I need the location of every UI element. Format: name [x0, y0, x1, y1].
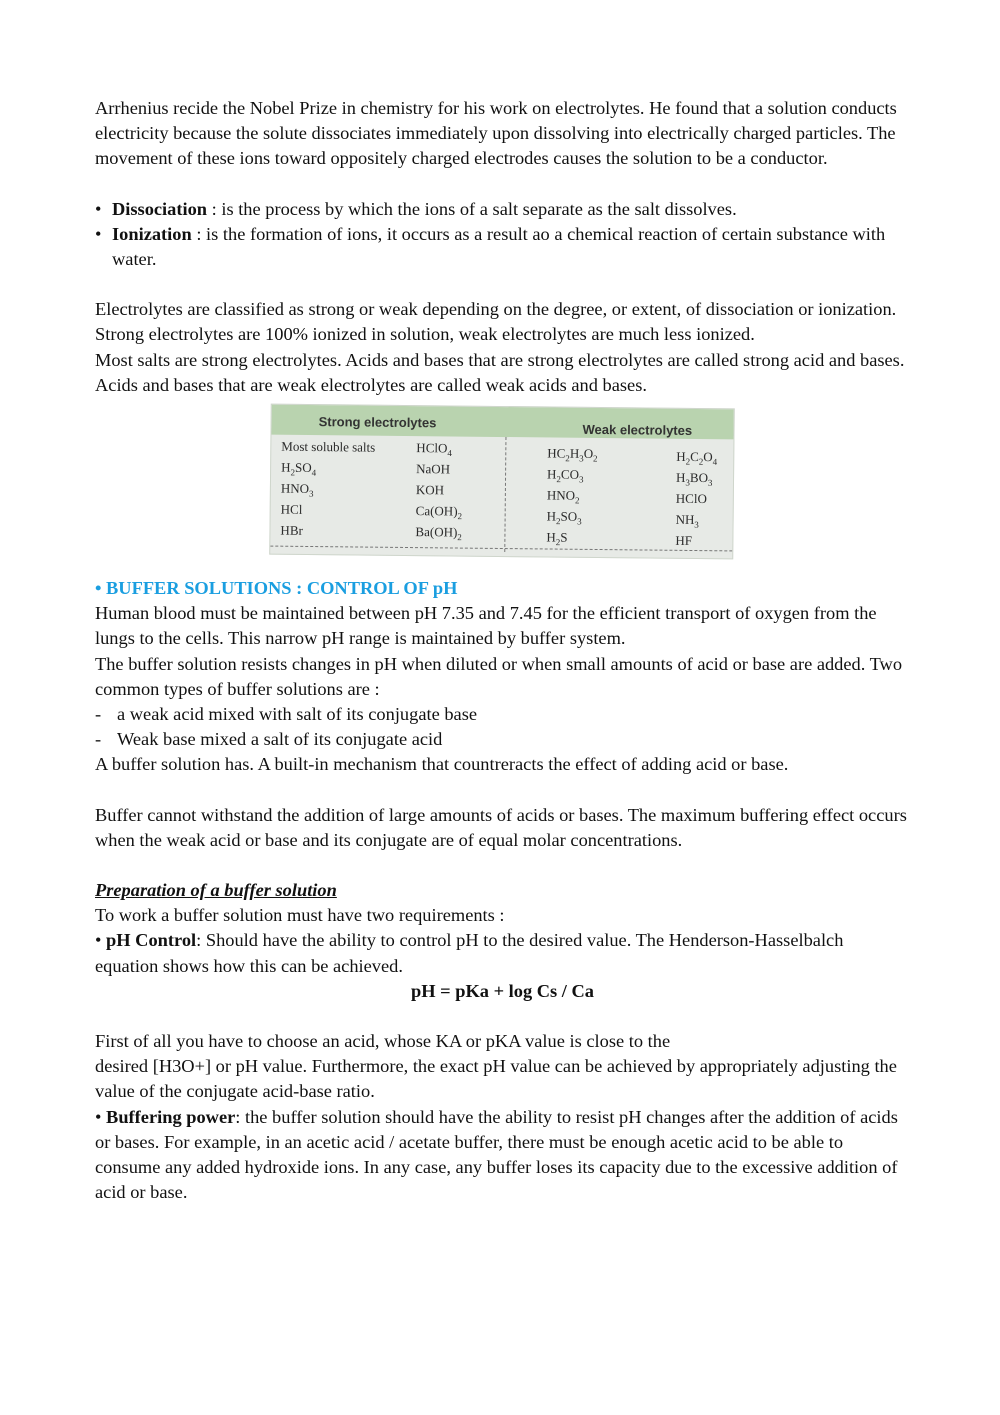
choose-acid-paragraph: desired [H3O+] or pH value. Furthermore, the exact pH value can be achieved by appropriately adjusting the value of the conjugate acid-base ratio. — [95, 1056, 897, 1102]
table-cell: KOH — [415, 482, 445, 498]
table-cell: $HNO_3$ — [280, 480, 314, 499]
table-cell: $HNO_2$ — [546, 487, 580, 506]
buffer-paragraph: A buffer solution has. A built-in mechanism that countreracts the effect of adding acid or base. — [95, 754, 789, 775]
table-cell: HClO — [675, 490, 707, 507]
electrolytes-table-image — [269, 404, 735, 560]
buffer-type-item: - a weak acid mixed with salt of its conjugate base — [95, 702, 910, 727]
table-cell: $H_2SO_3$ — [546, 508, 582, 527]
dash-marker: - — [95, 704, 102, 725]
table-cell: $H_2S$ — [546, 529, 568, 548]
table-cell: $Ba(OH)_2$ — [415, 524, 462, 543]
choose-acid-line: First of all you have to choose an acid, whose KA or pKA value is close to the — [95, 1031, 671, 1052]
classification-paragraph: Electrolytes are classified as strong or weak depending on the degree, or extent, of dissociation or ionization. — [95, 299, 897, 320]
table-cell: $HC_2H_3O_2$ — [547, 445, 598, 464]
definition-dissociation — [95, 197, 910, 222]
table-cell: $NH_3$ — [675, 511, 699, 530]
classification-paragraph: Most salts are strong electrolytes. Acids and bases that are strong electrolytes are called strong acid and bases. Acids and bases that are weak electrolytes are called weak acids and bases. — [95, 349, 905, 395]
preparation-heading: Preparation of a buffer solution — [95, 880, 337, 901]
definition-term: Ionization — [112, 223, 192, 244]
intro-paragraph: Arrhenius recide the Nobel Prize in chemistry for his work on electrolytes. He found that a solution conducts electricity because the solute dissociates immediately upon dissolving into electrically charged particles. The movement of these ions toward oppositely charged electrodes causes the solution to be a conductor. — [95, 98, 897, 169]
weak-electrolytes-header: Weak electrolytes — [582, 421, 693, 439]
document-page — [95, 96, 910, 1206]
definition-text: : is the process by which the ions of a salt separate as the salt dissolves. — [207, 198, 737, 219]
preparation-intro: To work a buffer solution must have two requirements : — [95, 905, 505, 926]
table-cell: HBr — [280, 522, 303, 538]
strong-column-1 — [280, 437, 375, 543]
definition-ionization — [95, 222, 910, 272]
henderson-hasselbalch-formula: pH = pKa + log Cs / Ca — [411, 980, 594, 1001]
buffer-section-heading: • BUFFER SOLUTIONS : CONTROL OF pH — [95, 578, 458, 599]
table-bottom-rule — [270, 546, 732, 552]
buffer-type-item: - Weak base mixed a salt of its conjugate acid — [95, 727, 910, 752]
strong-electrolytes-header: Strong electrolytes — [318, 414, 437, 431]
definition-text: : is the formation of ions, it occurs as a result ao a chemical reaction of certain substance with water. — [112, 223, 886, 270]
weak-column-1 — [546, 444, 597, 550]
table-cell: $H_2C_2O_4$ — [676, 448, 718, 467]
table-cell: HClO$_4$ — [416, 440, 452, 459]
table-cell: Most soluble salts — [281, 438, 376, 455]
table-cell: $Ca(OH)_2$ — [415, 503, 463, 522]
buffer-paragraph: Human blood must be maintained between pH 7.35 and 7.45 for the efficient transport of oxygen from the lungs to the cells. This narrow pH range is maintained by buffer system. — [95, 603, 877, 649]
table-cell: NaOH — [416, 461, 451, 477]
weak-column-2 — [675, 447, 717, 552]
classification-paragraph: Strong electrolytes are 100% ionized in solution, weak electrolytes are much less ionized. — [95, 324, 755, 345]
dash-marker: - — [95, 729, 102, 750]
bullet: • — [95, 223, 102, 244]
buffer-paragraph: Buffer cannot withstand the addition of large amounts of acids or bases. The maximum buffering effect occurs when the weak acid or base and its conjugate are of equal molar concentrations. — [95, 804, 907, 850]
ph-control-paragraph: • pH Control: Should have the ability to control pH to the desired value. The Henderson-Hasselbalch equation shows how this can be achieved. — [95, 930, 844, 976]
buffering-power-paragraph: • Buffering power: the buffer solution should have the ability to resist pH changes after the addition of acids or bases. For example, in an acetic acid / acetate buffer, there must be enough acetic acid to be able to consume any added hydroxide ions. In any case, any buffer loses its capacity due to the excessive addition of acid or base. — [95, 1106, 898, 1203]
table-cell: HF — [675, 532, 693, 549]
definition-term: Dissociation — [112, 198, 208, 219]
bullet: • — [95, 198, 102, 219]
strong-column-2 — [415, 438, 462, 543]
table-cell: $H_2SO_4$ — [281, 459, 317, 478]
table-cell: $H_3BO_3$ — [675, 469, 713, 488]
buffer-paragraph: The buffer solution resists changes in pH when diluted or when small amounts of acid or base are added. Two common types of buffer solutions are : — [95, 653, 903, 699]
table-cell: HCl — [280, 501, 303, 517]
column-divider — [504, 437, 506, 552]
table-cell: $H_2CO_3$ — [547, 466, 584, 485]
